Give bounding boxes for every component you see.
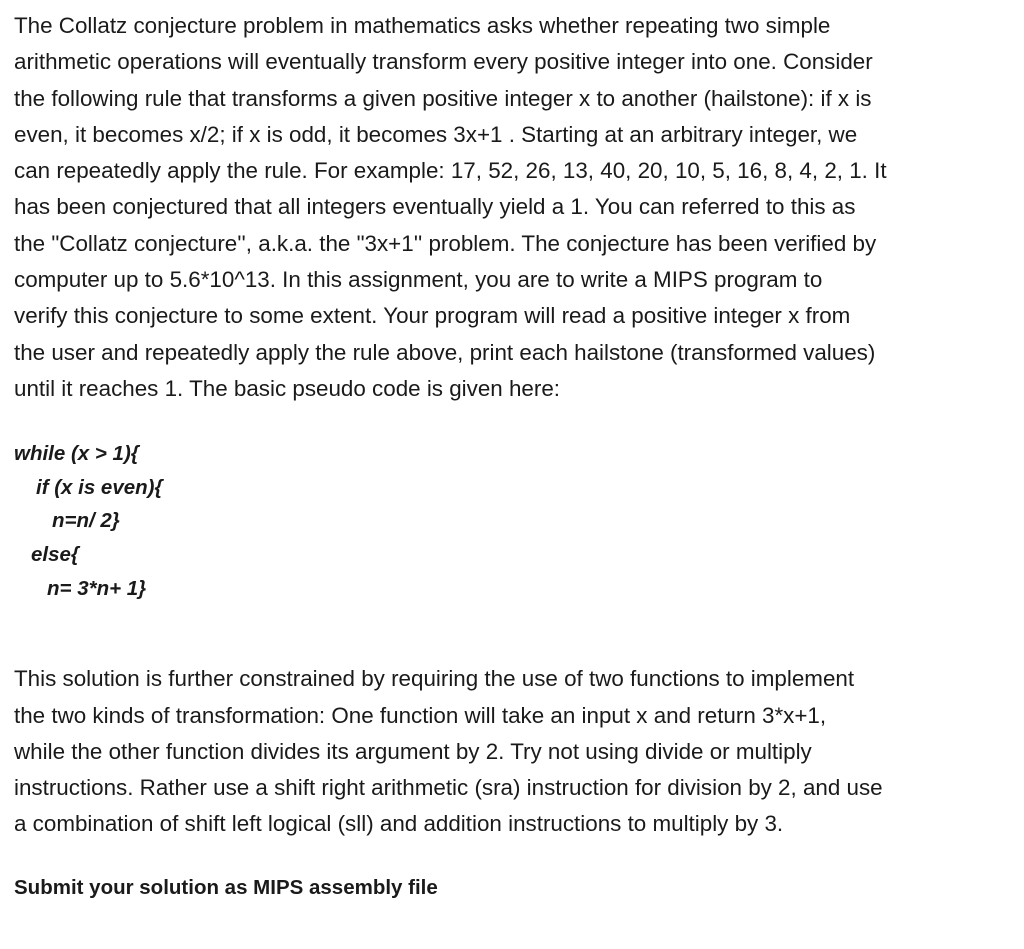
intro-line: until it reaches 1. The basic pseudo code is given here: — [14, 375, 561, 401]
code-line: n= 3*n+ 1} — [47, 576, 147, 600]
constraint-line: a combination of shift left logical (sll) and addition instructions to multiply by 3. — [14, 811, 784, 837]
intro-line: has been conjectured that all integers eventually yield a 1. You can referred to this as — [14, 194, 856, 220]
intro-line: The Collatz conjecture problem in mathematics asks whether repeating two simple — [14, 13, 831, 38]
assignment-document — [14, 8, 1014, 903]
constraint-line: the two kinds of transformation: One function will take an input x and return 3*x+1, — [14, 702, 827, 728]
intro-paragraph — [14, 8, 1014, 407]
intro-line: the following rule that transforms a given positive integer x to another (hailstone): if x is — [14, 85, 872, 111]
constraint-line: instructions. Rather use a shift right arithmetic (sra) instruction for division by 2, and use — [14, 775, 883, 801]
constraint-line: This solution is further constrained by requiring the use of two functions to implement — [14, 666, 855, 692]
code-line: if (x is even){ — [36, 475, 163, 499]
intro-line: computer up to 5.6*10^13. In this assignment, you are to write a MIPS program to — [14, 267, 823, 293]
code-line: while (x > 1){ — [14, 442, 139, 466]
intro-line: even, it becomes x/2; if x is odd, it becomes 3x+1 . Starting at an arbitrary integer, we — [14, 121, 858, 147]
constraint-line: while the other function divides its argument by 2. Try not using divide or multiply — [14, 738, 812, 764]
intro-line: can repeatedly apply the rule. For example: 17, 52, 26, 13, 40, 20, 10, 5, 16, 8, 4, 2, 1. It — [14, 158, 887, 184]
intro-line: arithmetic operations will eventually transform every positive integer into one. Consider — [14, 49, 873, 75]
code-line: n=n/ 2} — [52, 509, 120, 533]
intro-line: verify this conjecture to some extent. Your program will read a positive integer x from — [14, 303, 851, 329]
code-line: else{ — [31, 543, 79, 567]
pseudo-code-block — [14, 437, 1014, 605]
intro-line: the user and repeatedly apply the rule above, print each hailstone (transformed values) — [14, 339, 876, 365]
submit-instruction: Submit your solution as MIPS assembly file — [14, 875, 438, 899]
intro-line: the "Collatz conjecture'', a.k.a. the "3x+1'' problem. The conjecture has been verified by — [14, 230, 877, 256]
constraint-paragraph — [14, 661, 1014, 842]
